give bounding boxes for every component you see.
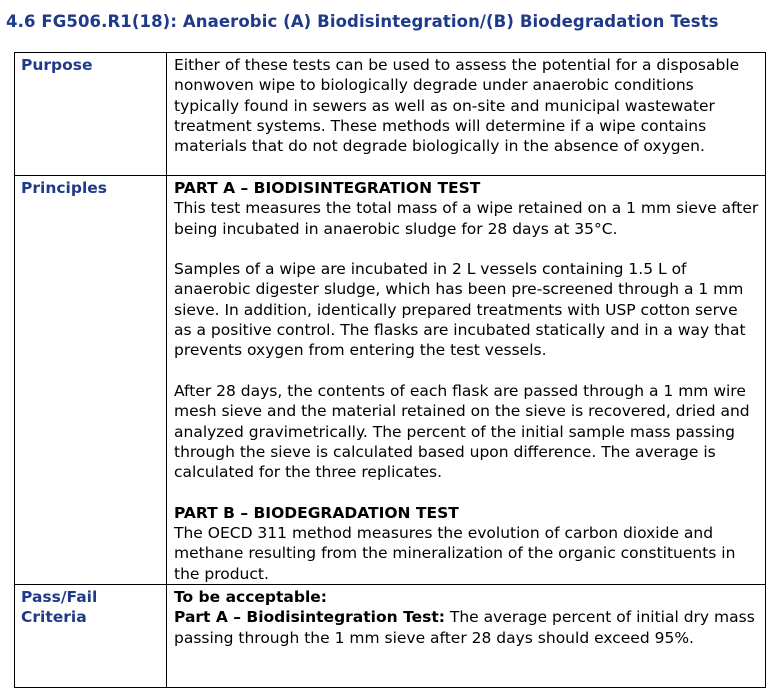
table-row-purpose	[15, 53, 766, 176]
criteria-content	[167, 584, 766, 687]
paragraph-spacer	[174, 482, 760, 502]
criteria-label-line-1: Pass/Fail	[21, 587, 98, 606]
acceptable-heading: To be acceptable:	[174, 587, 327, 606]
criteria-label	[15, 584, 167, 687]
test-specification-table	[14, 52, 766, 688]
criteria-label-line-2: Criteria	[21, 608, 87, 627]
paragraph-spacer	[174, 361, 760, 381]
principles-content	[167, 176, 766, 585]
part-a-paragraph-1: This test measures the total mass of a wipe retained on a 1 mm sieve after being incubated in anaerobic sludge for 28 days at 35°C.	[174, 199, 759, 238]
purpose-label: Purpose	[15, 53, 167, 176]
criteria-part-a-text: The average percent of initial dry mass passing through the 1 mm sieve after 28 days should exceed 95%.	[174, 608, 755, 647]
part-a-paragraph-3: After 28 days, the contents of each flask are passed through a 1 mm wire mesh sieve and the material retained on the sieve is recovered, dried and analyzed gravimetrically. The percent of the initial sample mass passing through the sieve is calculated based upon difference. The average is calculated for the three replicates.	[174, 381, 750, 482]
purpose-content	[167, 53, 766, 176]
part-b-paragraph-1: The OECD 311 method measures the evolution of carbon dioxide and methane resulting from the mineralization of the organic constituents in the product.	[174, 524, 736, 583]
table-row-principles	[15, 176, 766, 585]
part-b-title: PART B – BIODEGRADATION TEST	[174, 503, 459, 522]
purpose-text: Either of these tests can be used to assess the potential for a disposable nonwoven wipe to biologically degrade under anaerobic conditions typically found in sewers as well as on-site and municipal wastewater treatment systems. These methods will determine if a wipe contains materials that do not degrade biologically in the absence of oxygen.	[174, 56, 740, 156]
criteria-part-a	[174, 607, 760, 648]
principles-label: Principles	[15, 176, 167, 585]
table-row-criteria	[15, 584, 766, 687]
criteria-part-a-label: Part A – Biodisintegration Test:	[174, 608, 445, 627]
part-a-paragraph-2: Samples of a wipe are incubated in 2 L vessels containing 1.5 L of anaerobic digester sludge, which has been pre-screened through a 1 mm sieve. In addition, identically prepared treatments with USP cotton serve as a positive control. The flasks are incubated statically and in a way that prevents oxygen from entering the test vessels.	[174, 260, 746, 360]
section-heading: 4.6 FG506.R1(18): Anaerobic (A) Biodisintegration/(B) Biodegradation Tests	[6, 12, 719, 31]
paragraph-spacer	[174, 239, 760, 259]
part-a-title: PART A – BIODISINTEGRATION TEST	[174, 179, 481, 197]
